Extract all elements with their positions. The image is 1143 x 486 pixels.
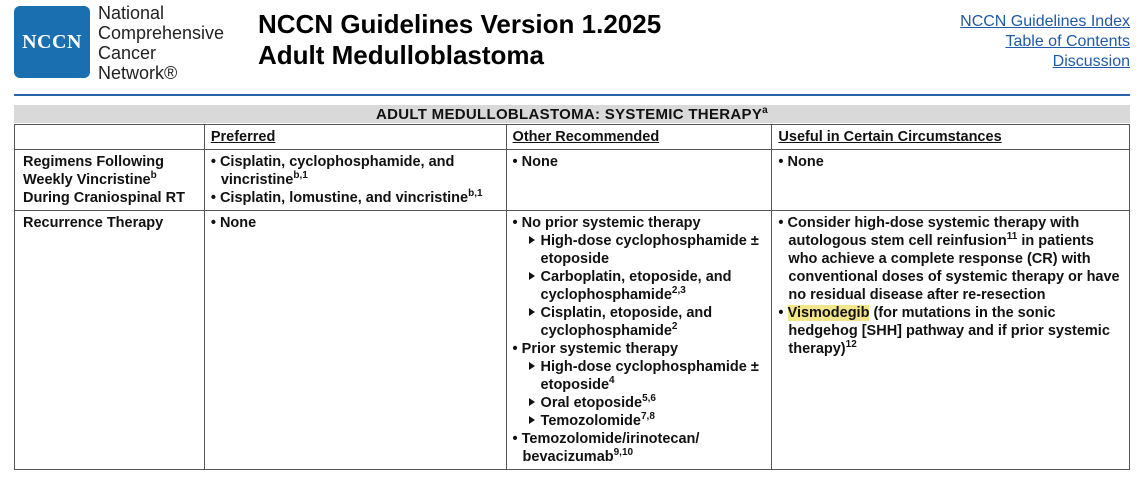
list-item xyxy=(211,189,500,207)
regimen-list xyxy=(778,153,1123,171)
guidelines-index-link[interactable]: NCCN Guidelines Index xyxy=(960,13,1130,30)
regimen-text: (for mutations in the sonic hedgehog [SHH] pathway and if prior systemic therapy) xyxy=(788,305,1110,357)
footnote-ref[interactable]: b,1 xyxy=(293,170,308,182)
regimen-list xyxy=(513,214,766,466)
column-header-other xyxy=(506,125,772,150)
group-label: Prior systemic therapy xyxy=(521,341,679,357)
column-header-useful xyxy=(772,125,1130,150)
row-header-line: Regimens Following xyxy=(23,154,164,170)
row-header-text: Weekly Vincristine xyxy=(23,172,151,188)
regimen-list xyxy=(513,153,766,171)
empty-header-cell xyxy=(15,125,205,150)
regimen-list xyxy=(211,153,500,207)
group-label: No prior systemic therapy xyxy=(521,215,701,231)
row-header-line: Recurrence Therapy xyxy=(23,215,164,231)
regimen-text: Oral etoposide xyxy=(540,395,643,411)
section-title-text: ADULT MEDULLOBLASTOMA: SYSTEMIC THERAPY xyxy=(375,106,763,123)
triangle-bullet-icon xyxy=(529,398,535,406)
useful-cell xyxy=(772,150,1130,211)
column-header-preferred xyxy=(204,125,506,150)
table-header-row xyxy=(15,125,1130,150)
triangle-bullet-icon xyxy=(529,272,535,280)
sub-regimen-list xyxy=(523,232,766,340)
list-item xyxy=(211,153,500,189)
other-cell xyxy=(506,150,772,211)
triangle-bullet-icon xyxy=(529,308,535,316)
row-header xyxy=(15,150,205,211)
list-item xyxy=(513,430,766,466)
footnote-ref[interactable]: a xyxy=(762,105,768,116)
table-row-recurrence xyxy=(15,211,1130,470)
regimen-text: Temozolomide xyxy=(540,413,641,429)
triangle-bullet-icon xyxy=(529,236,535,244)
regimen-list xyxy=(778,214,1123,358)
list-item: • None xyxy=(513,153,766,171)
sub-list-item xyxy=(529,232,766,268)
list-item xyxy=(778,304,1123,358)
regimen-text: High-dose cyclophosphamide ± etoposide xyxy=(540,359,759,393)
sub-list-item xyxy=(529,358,766,394)
column-header-label: Other Recommended xyxy=(512,129,660,145)
footnote-ref[interactable]: 12 xyxy=(845,339,857,351)
preferred-cell xyxy=(204,150,506,211)
regimen-text: Carboplatin, etoposide, and cyclophosphamide xyxy=(540,269,732,303)
org-name-line: Network® xyxy=(98,63,178,83)
sub-list-item xyxy=(529,412,766,430)
nccn-logo: NCCN xyxy=(14,6,90,78)
org-name-line: Cancer xyxy=(98,43,157,63)
regimen-text: Cisplatin, etoposide, and cyclophosphamide xyxy=(540,305,713,339)
row-header-line: During Craniospinal RT xyxy=(23,190,185,206)
list-item xyxy=(513,340,766,430)
footnote-ref[interactable]: 11 xyxy=(1006,231,1018,243)
regimen-text: Consider high-dose systemic therapy with autologous stem cell reinfusion xyxy=(787,215,1080,249)
footnote-ref[interactable]: b,1 xyxy=(468,188,483,200)
table-of-contents-link[interactable]: Table of Contents xyxy=(1005,33,1130,50)
other-cell xyxy=(506,211,772,470)
triangle-bullet-icon xyxy=(529,416,535,424)
preferred-cell xyxy=(204,211,506,470)
sub-list-item xyxy=(529,304,766,340)
list-item xyxy=(513,214,766,340)
org-name-line: Comprehensive xyxy=(98,23,225,43)
regimen-list xyxy=(211,214,500,232)
table-row-weekly-vincristine xyxy=(15,150,1130,211)
footnote-ref[interactable]: 9,10 xyxy=(613,447,634,459)
sub-list-item xyxy=(529,394,766,412)
sub-regimen-list xyxy=(523,358,766,430)
list-item: • None xyxy=(211,214,500,232)
footnote-ref[interactable]: 7,8 xyxy=(640,411,655,423)
row-header-line xyxy=(23,171,198,189)
footnote-ref[interactable]: 2 xyxy=(671,321,678,333)
column-header-label: Preferred xyxy=(210,129,276,145)
systemic-therapy-table xyxy=(14,124,1130,470)
footnote-ref[interactable]: 4 xyxy=(609,375,615,387)
footnote-ref[interactable]: b xyxy=(150,170,157,182)
row-header xyxy=(15,211,205,470)
org-name-line: National xyxy=(98,3,165,23)
guideline-topic: Adult Medulloblastoma xyxy=(258,40,544,70)
footnote-ref[interactable]: 2,3 xyxy=(671,285,686,297)
highlighted-drug[interactable]: Vismodegib xyxy=(787,305,870,321)
regimen-text: Temozolomide/irinotecan/ bevacizumab xyxy=(521,431,700,465)
regimen-text: in patients who achieve a complete response (CR) with conventional doses of systemic therapy or have no residual disease after re-resection xyxy=(788,233,1120,303)
top-links xyxy=(960,12,1130,72)
footnote-ref[interactable]: 5,6 xyxy=(642,393,656,405)
list-item xyxy=(778,214,1123,304)
header-divider xyxy=(14,94,1130,96)
guideline-version: NCCN Guidelines Version 1.2025 xyxy=(258,9,662,39)
section-title xyxy=(14,105,1130,123)
regimen-text: Cisplatin, lomustine, and vincristine xyxy=(219,190,469,206)
useful-cell xyxy=(772,211,1130,470)
regimen-text: High-dose cyclophosphamide ± etoposide xyxy=(540,233,759,267)
list-item: • None xyxy=(778,153,1123,171)
org-name xyxy=(98,3,224,83)
column-header-label: Useful in Certain Circumstances xyxy=(778,129,1002,145)
sub-list-item xyxy=(529,268,766,304)
regimen-text: Cisplatin, cyclophosphamide, and vincristine xyxy=(219,154,455,188)
page-title xyxy=(258,9,661,71)
triangle-bullet-icon xyxy=(529,362,535,370)
discussion-link[interactable]: Discussion xyxy=(1052,53,1130,70)
